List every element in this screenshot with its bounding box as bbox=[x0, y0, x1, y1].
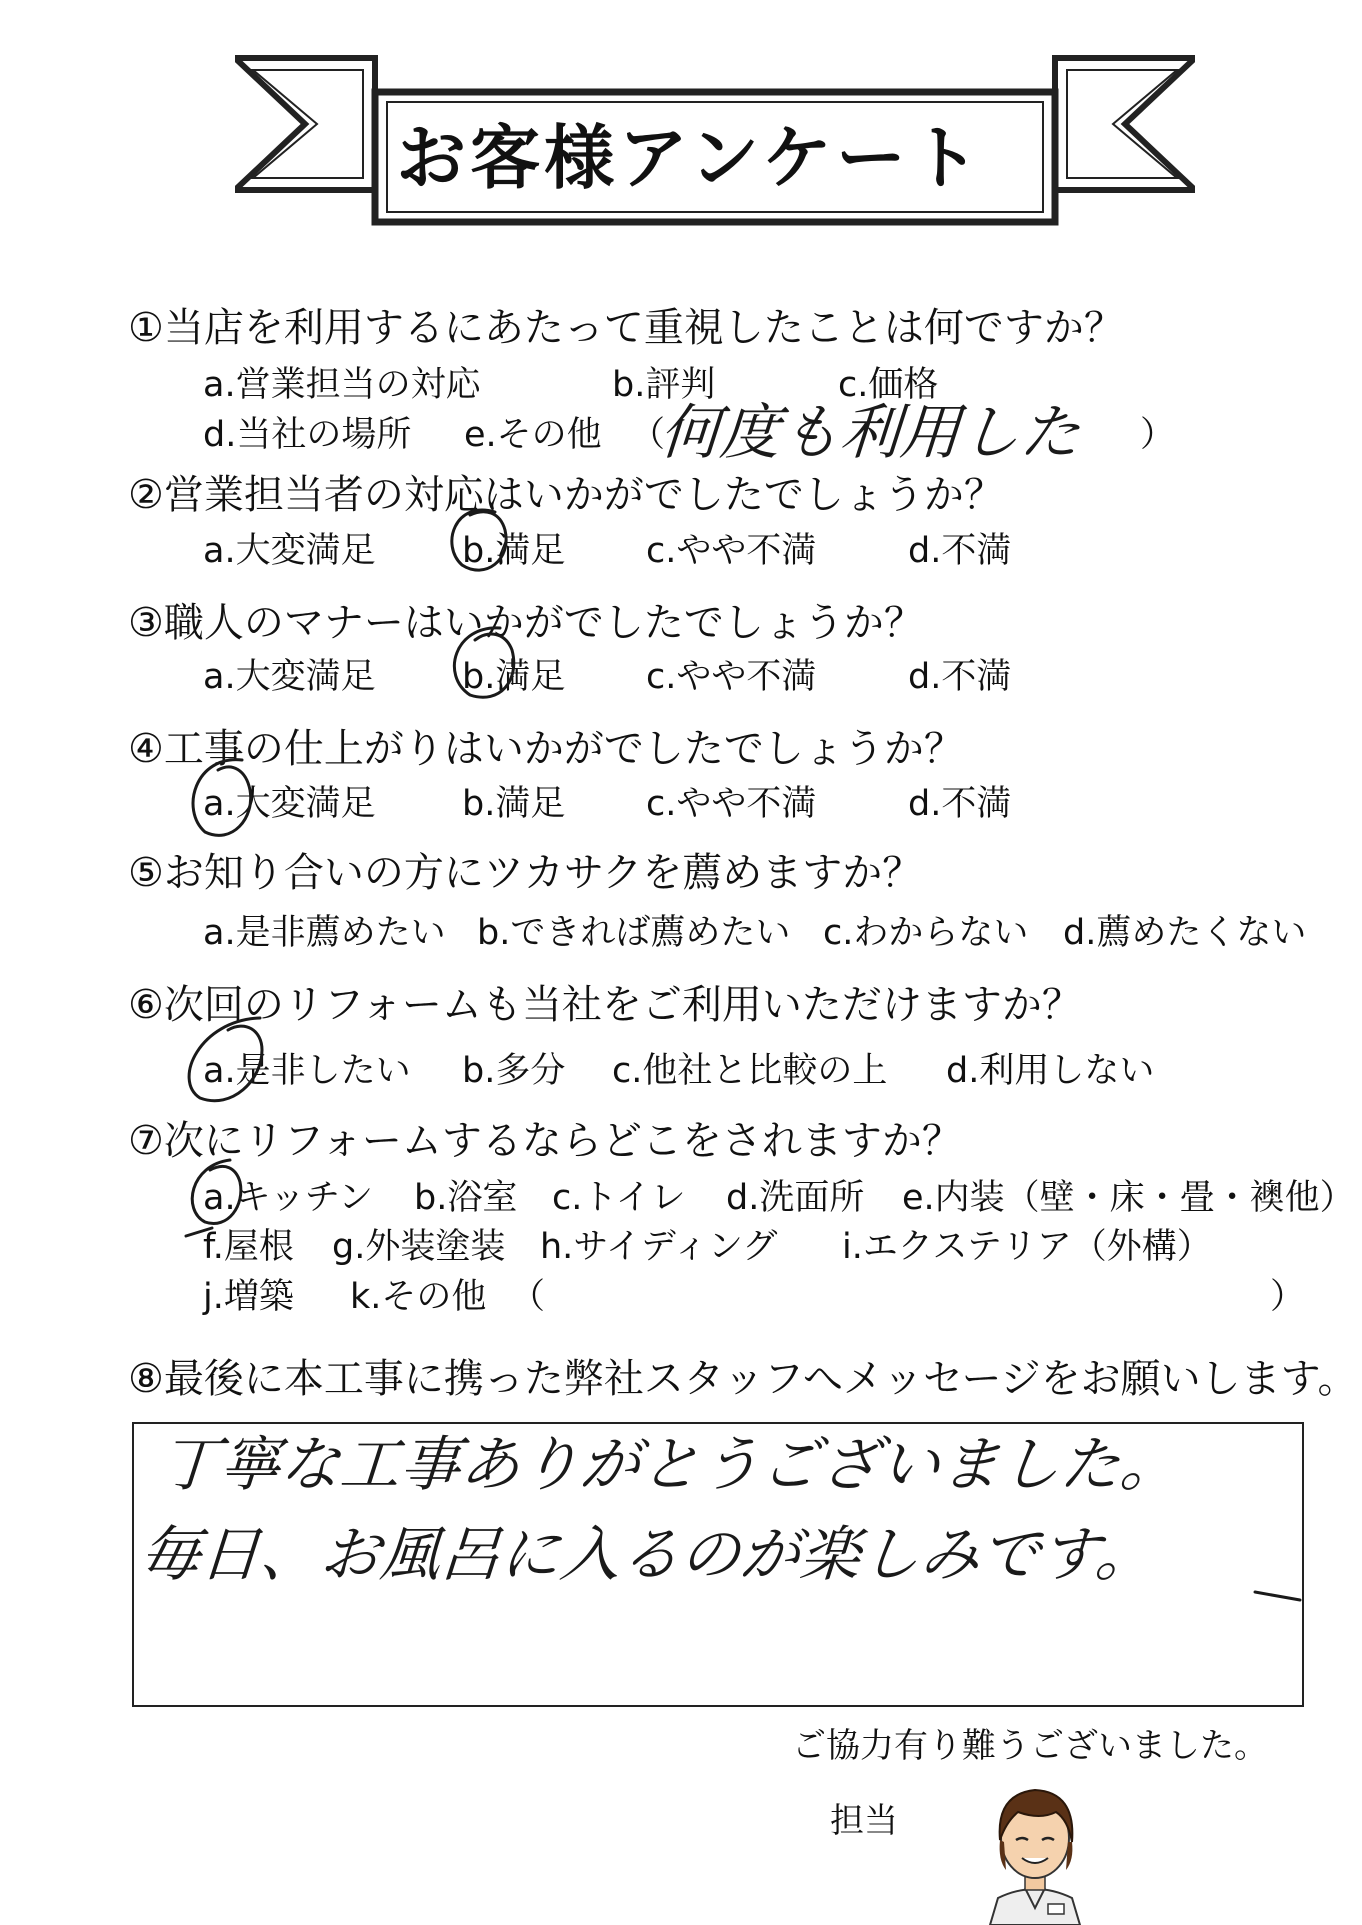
q4-option-b: b.満足 bbox=[462, 784, 566, 824]
q1-paren-open: （ bbox=[630, 415, 666, 455]
q4-option-c: c.やや不満 bbox=[646, 784, 817, 824]
q7-paren-close: ） bbox=[1270, 1277, 1306, 1317]
q6-option-a: a.是非したい bbox=[203, 1051, 411, 1091]
q7-option-d: d.洗面所 bbox=[726, 1178, 865, 1218]
question-4: ④工事の仕上がりはいかがでしたでしょうか？ bbox=[128, 726, 964, 772]
question-7: ⑦次にリフォームするならどこをされますか？ bbox=[128, 1118, 962, 1164]
q3-option-d: d.不満 bbox=[908, 657, 1012, 697]
q2-option-b: b.満足 bbox=[462, 531, 566, 571]
q2-option-a: a.大変満足 bbox=[203, 531, 376, 571]
q2-option-d: d.不満 bbox=[908, 531, 1012, 571]
q7-option-h: h.サイディング bbox=[540, 1227, 778, 1267]
question-2: ②営業担当者の対応はいかがでしたでしょうか？ bbox=[128, 472, 1004, 518]
question-3: ③職人のマナーはいかがでしたでしょうか？ bbox=[128, 600, 924, 646]
q1-option-b: b.評判 bbox=[612, 365, 716, 405]
question-8: ⑧最後に本工事に携った弊社スタッフへメッセージをお願いします。 bbox=[128, 1356, 1358, 1402]
avatar bbox=[980, 1780, 1090, 1925]
q1-paren-close: ） bbox=[1140, 415, 1176, 455]
question-1: ①当店を利用するにあたって重視したことは何ですか？ bbox=[128, 305, 1124, 351]
q7-option-i: i.エクステリア（外構） bbox=[842, 1227, 1212, 1267]
q7-option-a: a.キッチン bbox=[203, 1178, 374, 1218]
q7-option-k: k.その他 bbox=[350, 1277, 487, 1317]
q1-option-d: d.当社の場所 bbox=[203, 415, 412, 455]
staff-label: 担当 bbox=[830, 1801, 898, 1841]
q7-option-b: b.浴室 bbox=[414, 1178, 518, 1218]
q1-option-e: e.その他 bbox=[464, 415, 602, 455]
q7-option-f: f.屋根 bbox=[203, 1227, 294, 1267]
question-5: ⑤お知り合いの方にツカサクを薦めますか？ bbox=[128, 850, 923, 896]
q7-option-e: e.内装（壁・床・畳・襖他） bbox=[902, 1178, 1355, 1218]
q7-option-c: c.トイレ bbox=[552, 1178, 686, 1218]
question-6: ⑥次回のリフォームも当社をご利用いただけますか？ bbox=[128, 982, 1082, 1028]
q5-option-c: c.わからない bbox=[823, 913, 1029, 953]
q7-option-j: j.増築 bbox=[203, 1277, 294, 1317]
q6-option-c: c.他社と比較の上 bbox=[612, 1051, 888, 1091]
q1-option-a: a.営業担当の対応 bbox=[203, 365, 481, 405]
message-line-1: 丁寧な工事ありがとうございました。 bbox=[157, 1430, 1183, 1500]
q3-option-a: a.大変満足 bbox=[203, 657, 376, 697]
q2-option-c: c.やや不満 bbox=[646, 531, 817, 571]
q6-option-d: d.利用しない bbox=[946, 1051, 1155, 1091]
q5-option-a: a.是非薦めたい bbox=[203, 913, 446, 953]
q4-option-a: a.大変満足 bbox=[203, 784, 376, 824]
q1-handwritten-answer: 何度も利用した bbox=[657, 398, 1083, 468]
q1-option-c: c.価格 bbox=[838, 365, 939, 405]
page-title: お客様アンケート bbox=[396, 117, 984, 199]
q5-option-b: b.できれば薦めたい bbox=[477, 913, 791, 953]
q4-option-d: d.不満 bbox=[908, 784, 1012, 824]
q7-paren-open: （ bbox=[510, 1277, 546, 1317]
message-line-2: 毎日、お風呂に入るのが楽しみです。 bbox=[137, 1520, 1158, 1590]
q3-option-c: c.やや不満 bbox=[646, 657, 817, 697]
q6-option-b: b.多分 bbox=[462, 1051, 566, 1091]
q3-option-b: b.満足 bbox=[462, 657, 566, 697]
q5-option-d: d.薦めたくない bbox=[1063, 913, 1307, 953]
q7-option-g: g.外装塗装 bbox=[332, 1227, 506, 1267]
thanks-text: ご協力有り難うございました。 bbox=[792, 1726, 1268, 1766]
